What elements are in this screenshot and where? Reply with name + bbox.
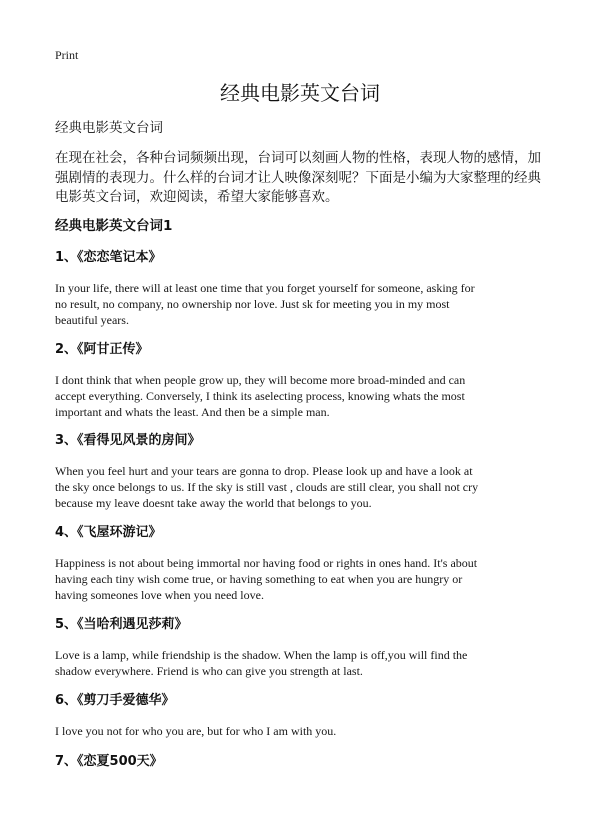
entry-quote xyxy=(55,555,545,603)
quote-entry-5 xyxy=(55,616,545,679)
section-heading: 经典电影英文台词1 xyxy=(55,218,173,234)
entry-quote xyxy=(55,463,545,511)
entry-heading: 6、《剪刀手爱德华》 xyxy=(55,693,175,708)
quote-entry-7 xyxy=(55,753,545,784)
quote-entry-2 xyxy=(55,341,545,420)
intro-line: 电影英文台词，欢迎阅读，希望大家能够喜欢。 xyxy=(55,189,339,205)
entry-heading: 3、《看得见风景的房间》 xyxy=(55,433,201,448)
page-title: 经典电影英文台词 xyxy=(220,81,380,105)
quote-line: accept everything. Conversely, I think its aselecting process, knowing whats the most xyxy=(55,389,465,403)
quote-line: When you feel hurt and your tears are gonna to drop. Please look up and have a look at xyxy=(55,464,473,478)
quote-line: no result, no company, no ownership nor love. Just sk for meeting you in my most xyxy=(55,297,450,311)
quote-line: shadow everywhere. Friend is who can give you strength at last. xyxy=(55,664,363,678)
quote-line: I love you not for who you are, but for who I am with you. xyxy=(55,724,337,738)
quote-line: beautiful years. xyxy=(55,313,129,327)
quote-entry-4 xyxy=(55,524,545,603)
entry-heading: 2、《阿甘正传》 xyxy=(55,342,149,357)
print-label: Print xyxy=(55,48,79,62)
entry-quote xyxy=(55,723,545,739)
quote-line: In your life, there will at least one time that you forget yourself for someone, asking for xyxy=(55,281,475,295)
quote-line: because my leave doesnt take away the world that belongs to you. xyxy=(55,496,372,510)
entry-heading: 5、《当哈利遇见莎莉》 xyxy=(55,617,188,632)
document-subtitle: 经典电影英文台词 xyxy=(55,120,163,136)
quote-entry-1 xyxy=(55,249,545,328)
entry-quote xyxy=(55,647,545,679)
intro-line: 强剧情的表现力。什么样的台词才让人映像深刻呢？下面是小编为大家整理的经典 xyxy=(55,169,541,186)
quote-line: having each tiny wish come true, or having something to eat when you are hungry or xyxy=(55,572,463,586)
quote-line: having someones love when you need love. xyxy=(55,588,264,602)
intro-paragraph xyxy=(55,149,547,208)
quote-entry-6 xyxy=(55,692,545,739)
entry-heading: 1、《恋恋笔记本》 xyxy=(55,250,162,265)
entry-quote xyxy=(55,280,545,328)
entry-heading: 4、《飞屋环游记》 xyxy=(55,525,162,540)
quote-line: Love is a lamp, while friendship is the shadow. When the lamp is off,you will find the xyxy=(55,648,468,662)
quote-entry-3 xyxy=(55,432,545,511)
entry-quote xyxy=(55,372,545,420)
quote-line: I dont think that when people grow up, they will become more broad-minded and can xyxy=(55,373,466,387)
quote-line: the sky once belongs to us. If the sky is still vast , clouds are still clear, you shall not cry xyxy=(55,480,479,494)
entry-heading: 7、《恋夏500天》 xyxy=(55,754,163,769)
quote-line: important and whats the least. And then be a simple man. xyxy=(55,405,330,419)
quote-line: Happiness is not about being immortal nor having food or rights in ones hand. It's about xyxy=(55,556,478,570)
intro-line: 在现在社会，各种台词频频出现，台词可以刻画人物的性格，表现人物的感情，加 xyxy=(55,150,541,166)
